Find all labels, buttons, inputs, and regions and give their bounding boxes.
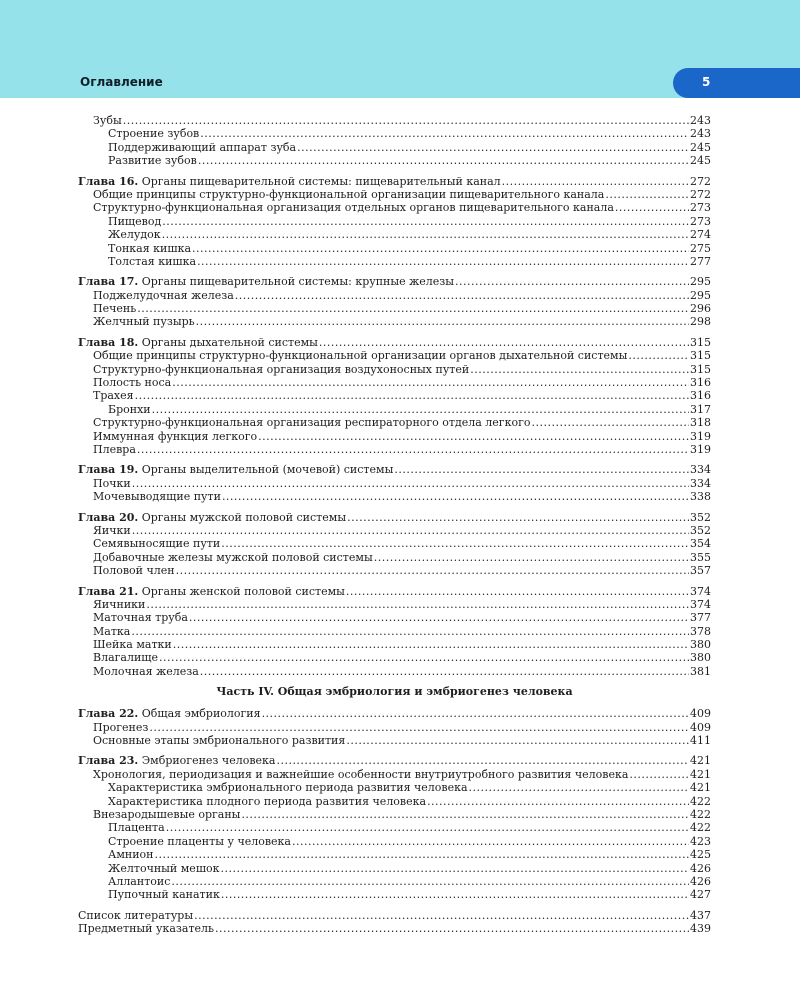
toc-entry[interactable] xyxy=(78,201,711,214)
page-ref: 272 xyxy=(690,187,711,201)
toc-chapter-entry[interactable] xyxy=(78,511,711,524)
toc-entry[interactable] xyxy=(78,242,711,255)
dot-leader xyxy=(135,389,689,402)
toc-entry[interactable] xyxy=(78,188,711,201)
entry-title: Общая эмбриология xyxy=(141,707,261,721)
toc-entry[interactable] xyxy=(78,363,711,376)
page-header xyxy=(0,0,800,98)
page-ref: 411 xyxy=(690,734,711,748)
page-ref: 374 xyxy=(690,597,711,611)
dot-leader xyxy=(146,598,689,611)
page-ref: 272 xyxy=(690,174,711,188)
toc-entry[interactable] xyxy=(78,721,711,734)
page-ref: 437 xyxy=(690,908,711,922)
dot-leader xyxy=(241,808,689,821)
chapter-number: Глава 21. xyxy=(78,584,139,598)
dot-leader xyxy=(276,754,689,767)
dot-leader xyxy=(149,721,689,734)
toc-group xyxy=(78,175,711,269)
entry-title: Внезародышевые органы xyxy=(93,807,241,821)
dot-leader xyxy=(194,909,689,922)
toc-entry[interactable] xyxy=(78,734,711,747)
dot-leader xyxy=(605,188,689,201)
entry-title: Органы женской половой системы xyxy=(141,584,345,598)
entry-title: Печень xyxy=(93,302,137,316)
dot-leader xyxy=(222,490,689,503)
toc-chapter-entry[interactable] xyxy=(78,275,711,288)
page-number: 5 xyxy=(702,75,711,89)
entry-title: Эмбриогенез человека xyxy=(141,754,276,768)
dot-leader xyxy=(198,154,689,167)
entry-title: Желчный пузырь xyxy=(93,315,195,329)
running-head-title: Оглавление xyxy=(80,75,163,89)
page-ref: 426 xyxy=(690,874,711,888)
dot-leader xyxy=(629,768,689,781)
dot-leader xyxy=(171,875,689,888)
toc-entry[interactable] xyxy=(78,808,711,821)
dot-leader xyxy=(374,551,689,564)
entry-title: Мочевыводящие пути xyxy=(93,490,221,504)
dot-leader xyxy=(123,114,689,127)
page-ref: 274 xyxy=(690,228,711,242)
entry-title: Половой член xyxy=(93,564,175,578)
page-ref: 338 xyxy=(690,490,711,504)
dot-leader xyxy=(502,175,689,188)
toc-entry[interactable] xyxy=(78,490,711,503)
dot-leader xyxy=(173,638,689,651)
entry-title: Пупочный канатик xyxy=(108,888,220,902)
toc-entry[interactable] xyxy=(78,848,711,861)
page-ref: 277 xyxy=(690,254,711,268)
entry-title: Строение плаценты у человека xyxy=(108,834,291,848)
dot-leader xyxy=(200,665,689,678)
page-ref: 355 xyxy=(690,550,711,564)
dot-leader xyxy=(197,255,689,268)
page-ref: 245 xyxy=(690,140,711,154)
dot-leader xyxy=(132,477,689,490)
dot-leader xyxy=(162,215,689,228)
toc-entry[interactable] xyxy=(78,389,711,402)
toc-entry[interactable] xyxy=(78,315,711,328)
page-ref: 273 xyxy=(690,201,711,215)
toc-entry[interactable] xyxy=(78,154,711,167)
page-ref: 422 xyxy=(690,794,711,808)
entry-title: Матка xyxy=(93,624,131,638)
page-ref: 380 xyxy=(690,651,711,665)
dot-leader xyxy=(159,651,689,664)
dot-leader xyxy=(131,625,689,638)
page-ref: 422 xyxy=(690,807,711,821)
toc-entry[interactable] xyxy=(78,835,711,848)
dot-leader xyxy=(192,242,689,255)
entry-title: Общие принципы структурно-функциональной организации органов дыхательной системы xyxy=(93,349,628,363)
toc-entry[interactable] xyxy=(78,888,711,901)
entry-title: Развитие зубов xyxy=(108,154,197,168)
entry-title: Органы дыхательной системы xyxy=(141,335,318,349)
page-ref: 298 xyxy=(690,315,711,329)
entry-title: Аллантоис xyxy=(108,874,171,888)
toc-entry[interactable] xyxy=(78,255,711,268)
chapter-number: Глава 22. xyxy=(78,707,139,721)
entry-title: Предметный указатель xyxy=(78,922,215,936)
entry-title: Шейка матки xyxy=(93,638,172,652)
dot-leader xyxy=(347,511,689,524)
toc-entry[interactable] xyxy=(78,651,711,664)
part-heading: Часть IV. Общая эмбриология и эмбриогенез человека xyxy=(216,685,573,699)
entry-title: Прогенез xyxy=(93,720,149,734)
toc-entry[interactable] xyxy=(78,537,711,550)
toc-entry[interactable] xyxy=(78,781,711,794)
entry-title: Яички xyxy=(93,523,131,537)
dot-leader xyxy=(137,443,689,456)
toc-entry[interactable] xyxy=(78,862,711,875)
page-ref: 319 xyxy=(690,429,711,443)
entry-title: Полость носа xyxy=(93,376,172,390)
dot-leader xyxy=(531,416,689,429)
page-ref: 243 xyxy=(690,114,711,127)
page-ref: 377 xyxy=(690,611,711,625)
toc-entry[interactable] xyxy=(78,443,711,456)
dot-leader xyxy=(152,403,689,416)
toc-group xyxy=(78,114,711,168)
toc-group xyxy=(78,707,711,747)
dot-leader xyxy=(196,315,689,328)
entry-title: Семявыносящие пути xyxy=(93,537,221,551)
chapter-number: Глава 20. xyxy=(78,510,139,524)
chapter-number: Глава 16. xyxy=(78,174,139,188)
dot-leader xyxy=(469,781,689,794)
entry-title: Плацента xyxy=(108,821,165,835)
entry-title: Органы пищеварительной системы: пищеварительный канал xyxy=(141,174,501,188)
page-ref: 273 xyxy=(690,214,711,228)
toc-entry[interactable] xyxy=(78,524,711,537)
toc-group xyxy=(78,909,711,936)
dot-leader xyxy=(615,201,689,214)
entry-title: Характеристика эмбрионального периода развития человека xyxy=(108,781,468,795)
toc-entry[interactable] xyxy=(78,768,711,781)
dot-leader xyxy=(470,363,689,376)
page-ref: 317 xyxy=(690,402,711,416)
toc-entry[interactable] xyxy=(78,477,711,490)
toc-group xyxy=(78,275,711,329)
entry-title: Поддерживающий аппарат зуба xyxy=(108,140,297,154)
page-ref: 334 xyxy=(690,476,711,490)
toc-group xyxy=(78,463,711,503)
dot-leader xyxy=(297,141,689,154)
toc-chapter-entry[interactable] xyxy=(78,585,711,598)
page-ref: 295 xyxy=(690,275,711,289)
toc-entry[interactable] xyxy=(78,141,711,154)
entry-title: Толстая кишка xyxy=(108,254,197,268)
page-ref: 316 xyxy=(690,389,711,403)
entry-title: Органы мужской половой системы xyxy=(141,510,347,524)
entry-title: Плевра xyxy=(93,442,136,456)
toc-entry[interactable] xyxy=(78,228,711,241)
dot-leader xyxy=(221,888,689,901)
dot-leader xyxy=(137,302,689,315)
toc-entry[interactable] xyxy=(78,638,711,651)
page-ref: 357 xyxy=(690,564,711,578)
toc-chapter-entry[interactable] xyxy=(78,175,711,188)
entry-title: Тонкая кишка xyxy=(108,241,192,255)
dot-leader xyxy=(235,289,689,302)
entry-title: Добавочные железы мужской половой системы xyxy=(93,550,373,564)
chapter-number: Глава 23. xyxy=(78,754,139,768)
toc-entry[interactable] xyxy=(78,795,711,808)
entry-title: Структурно-функциональная организация воздухоносных путей xyxy=(93,362,470,376)
toc-entry[interactable] xyxy=(78,430,711,443)
chapter-number: Глава 19. xyxy=(78,463,139,477)
page-ref: 318 xyxy=(690,416,711,430)
dot-leader xyxy=(155,848,689,861)
page-ref: 427 xyxy=(690,888,711,902)
entry-title: Органы выделительной (мочевой) системы xyxy=(141,463,394,477)
chapter-number: Глава 18. xyxy=(78,335,139,349)
entry-title: Поджелудочная железа xyxy=(93,288,234,302)
toc-chapter-entry[interactable] xyxy=(78,463,711,476)
entry-title: Молочная железа xyxy=(93,664,199,678)
entry-title: Пищевод xyxy=(108,214,162,228)
dot-leader xyxy=(346,734,689,747)
dot-leader xyxy=(628,349,689,362)
toc-entry[interactable] xyxy=(78,551,711,564)
page-ref: 421 xyxy=(690,781,711,795)
entry-title: Структурно-функциональная организация респираторного отдела легкого xyxy=(93,416,531,430)
entry-title: Влагалище xyxy=(93,651,159,665)
table-of-contents xyxy=(78,114,711,942)
dot-leader xyxy=(319,336,689,349)
dot-leader xyxy=(132,524,689,537)
dot-leader xyxy=(346,585,689,598)
dot-leader xyxy=(176,564,689,577)
toc-group xyxy=(78,585,711,679)
dot-leader xyxy=(189,611,689,624)
page-ref: 409 xyxy=(690,720,711,734)
entry-title: Трахея xyxy=(93,389,134,403)
entry-title: Яичники xyxy=(93,597,146,611)
toc-group xyxy=(78,511,711,578)
toc-entry[interactable] xyxy=(78,564,711,577)
toc-entry[interactable] xyxy=(78,611,711,624)
dot-leader xyxy=(221,862,689,875)
page-ref: 315 xyxy=(690,349,711,363)
page-ref: 319 xyxy=(690,442,711,456)
toc-entry[interactable] xyxy=(78,289,711,302)
page-ref: 381 xyxy=(690,664,711,678)
toc-entry[interactable] xyxy=(78,875,711,888)
toc-entry[interactable] xyxy=(78,114,711,127)
toc-entry[interactable] xyxy=(78,821,711,834)
page-ref: 315 xyxy=(690,335,711,349)
chapter-number: Глава 17. xyxy=(78,275,139,289)
page-ref: 316 xyxy=(690,376,711,390)
toc-entry[interactable] xyxy=(78,665,711,678)
page-ref: 421 xyxy=(690,754,711,768)
dot-leader xyxy=(215,922,689,935)
page-ref: 352 xyxy=(690,523,711,537)
toc-entry[interactable] xyxy=(78,416,711,429)
entry-title: Основные этапы эмбрионального развития xyxy=(93,734,346,748)
dot-leader xyxy=(292,835,689,848)
page-ref: 426 xyxy=(690,861,711,875)
toc-entry[interactable] xyxy=(78,302,711,315)
page-ref: 334 xyxy=(690,463,711,477)
entry-title: Почки xyxy=(93,476,131,490)
entry-title: Желудок xyxy=(108,228,161,242)
page-ref: 354 xyxy=(690,537,711,551)
toc-group xyxy=(78,336,711,457)
dot-leader xyxy=(258,430,689,443)
page-number-tab xyxy=(673,68,800,98)
dot-leader xyxy=(221,537,689,550)
page-ref: 425 xyxy=(690,848,711,862)
page-ref: 378 xyxy=(690,624,711,638)
dot-leader xyxy=(394,463,689,476)
page-ref: 275 xyxy=(690,241,711,255)
page-ref: 245 xyxy=(690,154,711,168)
page-ref: 374 xyxy=(690,584,711,598)
toc-chapter-entry[interactable] xyxy=(78,754,711,767)
entry-title: Маточная труба xyxy=(93,611,188,625)
entry-title: Список литературы xyxy=(78,908,194,922)
toc-entry[interactable] xyxy=(78,922,711,935)
toc-group xyxy=(78,754,711,901)
toc-entry[interactable] xyxy=(78,349,711,362)
toc-chapter-entry[interactable] xyxy=(78,336,711,349)
entry-title: Органы пищеварительной системы: крупные железы xyxy=(141,275,455,289)
toc-entry[interactable] xyxy=(78,215,711,228)
page-ref: 352 xyxy=(690,510,711,524)
dot-leader xyxy=(455,275,689,288)
dot-leader xyxy=(427,795,689,808)
page-ref: 439 xyxy=(690,922,711,936)
toc-chapter-entry[interactable] xyxy=(78,707,711,720)
toc-entry[interactable] xyxy=(78,127,711,140)
page-ref: 423 xyxy=(690,834,711,848)
page-ref: 295 xyxy=(690,288,711,302)
toc-entry[interactable] xyxy=(78,376,711,389)
entry-title: Зубы xyxy=(93,114,122,127)
dot-leader xyxy=(262,707,689,720)
page-ref: 296 xyxy=(690,302,711,316)
page-ref: 243 xyxy=(690,127,711,141)
dot-leader xyxy=(162,228,689,241)
entry-title: Желточный мешок xyxy=(108,861,220,875)
toc-entry[interactable] xyxy=(78,625,711,638)
entry-title: Структурно-функциональная организация отдельных органов пищеварительного канала xyxy=(93,201,614,215)
entry-title: Бронхи xyxy=(108,402,151,416)
entry-title: Строение зубов xyxy=(108,127,200,141)
entry-title: Иммунная функция легкого xyxy=(93,429,258,443)
entry-title: Амнион xyxy=(108,848,154,862)
dot-leader xyxy=(172,376,689,389)
entry-title: Хронология, периодизация и важнейшие особенности внутриутробного развития человека xyxy=(93,767,629,781)
page-ref: 409 xyxy=(690,707,711,721)
dot-leader xyxy=(166,821,689,834)
dot-leader xyxy=(200,127,689,140)
page-ref: 421 xyxy=(690,767,711,781)
toc-entry[interactable] xyxy=(78,403,711,416)
page-ref: 315 xyxy=(690,362,711,376)
entry-title: Общие принципы структурно-функциональной организации пищеварительного канала xyxy=(93,187,605,201)
toc-entry[interactable] xyxy=(78,598,711,611)
entry-title: Характеристика плодного периода развития человека xyxy=(108,794,427,808)
toc-entry[interactable] xyxy=(78,909,711,922)
page-ref: 380 xyxy=(690,638,711,652)
page-ref: 422 xyxy=(690,821,711,835)
